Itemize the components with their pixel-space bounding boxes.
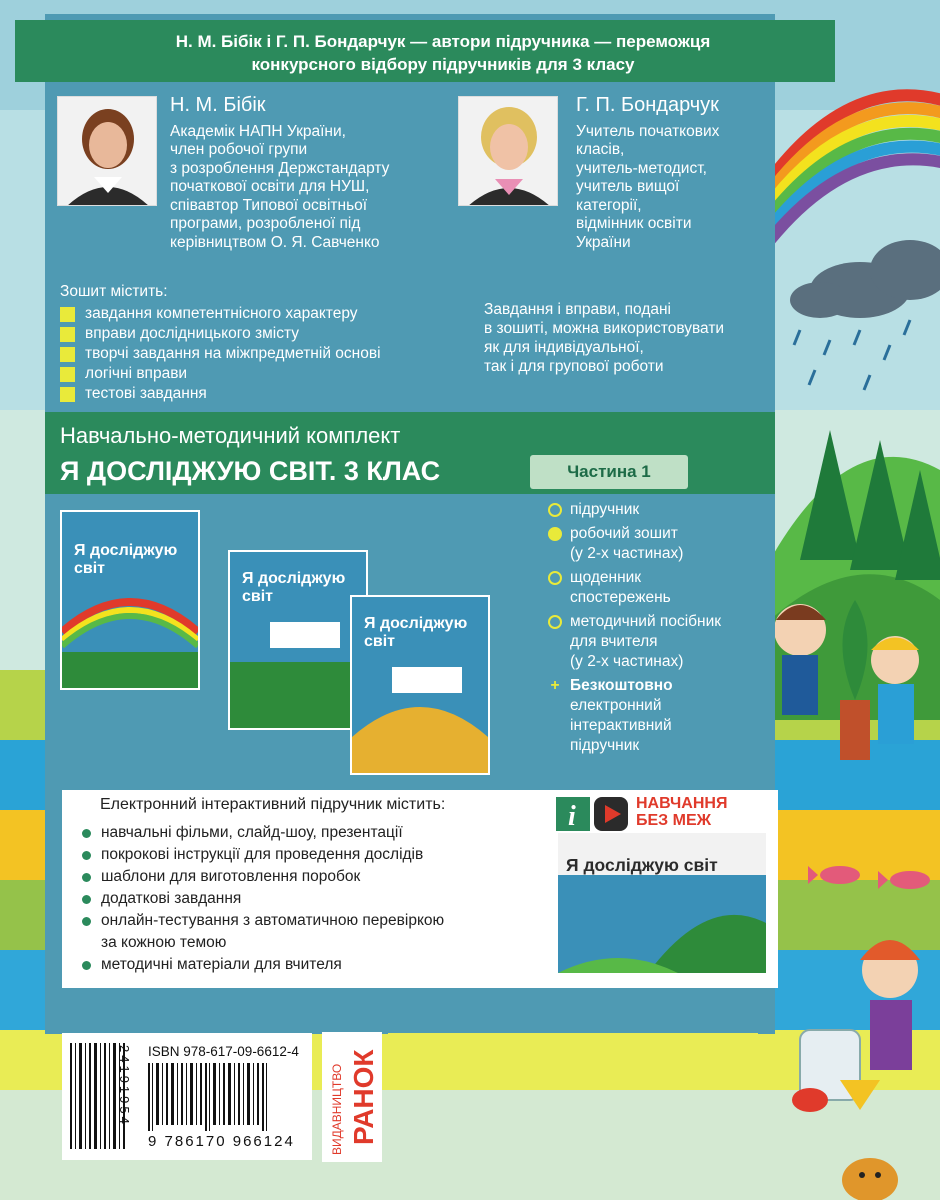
kit-item	[548, 568, 721, 608]
fish-icon	[808, 866, 930, 889]
ebook-title: Я досліджую світ	[566, 855, 718, 875]
bullet-icon	[82, 851, 91, 860]
kit-item-line: інтерактивний	[570, 717, 672, 734]
author-line: з розроблення Держстандарту	[170, 159, 390, 177]
kit-item-line: для вчителя	[570, 633, 658, 650]
list-item	[60, 344, 381, 364]
list-item-label: онлайн-тестування з автоматичною перевіркою	[101, 912, 445, 929]
list-item-label: творчі завдання на міжпредметній основі	[85, 345, 381, 362]
publisher-logo: РАНОК	[348, 1049, 379, 1145]
kit-item-line: підручник	[570, 737, 640, 754]
ean-text: 9 786170 966124	[148, 1133, 295, 1150]
list-item-label: покрокові інструкції для проведення дослідів	[101, 846, 424, 863]
author-photo	[57, 96, 157, 206]
author-line: учитель-методист,	[576, 159, 707, 177]
author-line: керівництвом О. Я. Савченко	[170, 233, 380, 251]
brand-line: НАВЧАННЯ	[636, 795, 728, 812]
list-item-label: тестові завдання	[85, 385, 207, 402]
author-line: Академік НАПН України,	[170, 122, 346, 140]
book-cover-title: Я досліджую світ	[364, 615, 468, 650]
book-cover	[350, 595, 490, 775]
list-item	[82, 910, 444, 954]
book-cover	[60, 510, 200, 690]
brand-line: БЕЗ МЕЖ	[636, 812, 712, 829]
hamster-icon	[842, 1158, 898, 1200]
list-item	[82, 844, 444, 866]
author-info	[576, 96, 719, 252]
header-text	[123, 30, 763, 76]
kit-item-line: (у 2-х частинах)	[570, 653, 684, 670]
part-badge: Частина 1	[530, 455, 688, 489]
list-item	[82, 954, 444, 976]
rain-icon	[794, 320, 910, 390]
kit-item	[548, 612, 721, 672]
bullet-icon	[548, 615, 562, 629]
nature-illustration	[770, 0, 940, 1200]
list-item	[60, 304, 381, 324]
electronic-title: Електронний інтерактивний підручник містить:	[100, 796, 446, 813]
bullet-icon	[82, 917, 91, 926]
bullet-icon	[548, 503, 562, 517]
kit-item-line: електронний	[570, 697, 662, 714]
list-item	[82, 888, 444, 910]
author-line: початкової освіти для НУШ,	[170, 178, 370, 195]
side-code: 24191954	[117, 1045, 132, 1127]
author-line: категорії,	[576, 196, 642, 214]
kit-item-line: методичний посібник	[570, 613, 722, 630]
svg-text:i: i	[568, 801, 576, 832]
kit-item	[548, 524, 721, 564]
bullet-icon	[82, 829, 91, 838]
kit-item-line: спостережень	[570, 589, 671, 606]
kit-item-line: підручник	[570, 501, 640, 518]
header-line: конкурсного відбору підручників для 3 класу	[251, 55, 635, 74]
kit-subtitle: Навчально-методичний комплект	[60, 423, 401, 448]
author-line: програми, розробленої під	[170, 215, 361, 232]
brand-text	[636, 795, 727, 829]
bullet-icon	[82, 961, 91, 970]
plus-icon: +	[550, 677, 560, 694]
note-line: в зошиті, можна використовувати	[484, 320, 725, 337]
kit-items	[548, 500, 721, 760]
author-line: України	[576, 233, 631, 251]
author-info	[170, 96, 389, 252]
girl-icon	[792, 940, 920, 1112]
note-line: як для індивідуальної,	[484, 339, 644, 356]
kit-item-line: щоденник	[570, 569, 642, 586]
header-line: Н. М. Бібік і Г. П. Бондарчук — автори підручника — переможця	[175, 32, 711, 51]
list-item	[82, 866, 444, 888]
kit-item-line: (у 2-х частинах)	[570, 545, 684, 562]
list-item-label: шаблони для виготовлення поробок	[101, 868, 361, 885]
author-line: відмінник освіти	[576, 215, 692, 232]
kit-title: Я ДОСЛІДЖУЮ СВІТ. 3 КЛАС	[60, 456, 441, 486]
author-line: Учитель початкових	[576, 122, 720, 140]
list-item-label: вправи дослідницького змісту	[85, 325, 299, 342]
kit-item	[548, 500, 721, 520]
yellow-bar	[388, 1033, 758, 1075]
list-item-label: завдання компетентнісного характеру	[85, 305, 358, 322]
author-name: Н. М. Бібік	[170, 94, 266, 116]
book-cover	[228, 550, 368, 730]
author-line: учитель вищої	[576, 178, 680, 195]
bullet-icon	[60, 367, 75, 382]
note-line: так і для групової роботи	[484, 358, 664, 375]
usage-note	[484, 300, 724, 376]
book-cover-title: Я досліджую світ	[242, 570, 346, 605]
list-item-label: за кожною темою	[101, 934, 227, 951]
rainbow-icon	[770, 95, 940, 240]
author-photo	[458, 96, 558, 206]
list-item	[60, 364, 381, 384]
author-line: класів,	[576, 141, 625, 158]
bullet-icon	[60, 327, 75, 342]
book-cover-title: Я досліджую світ	[74, 542, 178, 577]
author-name: Г. П. Бондарчук	[576, 94, 719, 116]
electronic-list	[82, 822, 444, 976]
list-item	[60, 384, 381, 404]
list-item	[82, 822, 444, 844]
list-item	[60, 324, 381, 344]
list-item-label: методичні матеріали для вчителя	[101, 956, 342, 973]
cloud-icon	[790, 240, 940, 318]
bullet-icon	[60, 387, 75, 402]
contents-list	[60, 282, 381, 404]
bullet-icon	[82, 895, 91, 904]
note-line: Завдання і вправи, подані	[484, 301, 671, 318]
free-label: Безкоштовно	[570, 677, 673, 694]
kit-item	[548, 676, 721, 756]
isbn-text: ISBN 978-617-09-6612-4	[148, 1044, 299, 1059]
bullet-icon	[60, 307, 75, 322]
bullet-icon	[60, 347, 75, 362]
list-item-label: додаткові завдання	[101, 890, 242, 907]
bullet-icon	[548, 571, 562, 585]
kit-item-line: робочий зошит	[570, 525, 678, 542]
ebook-preview	[558, 833, 766, 973]
author-line: співавтор Типової освітньої	[170, 196, 368, 214]
author-line: член робочої групи	[170, 141, 308, 158]
contents-title: Зошит містить:	[60, 283, 168, 300]
book-covers	[60, 505, 500, 775]
publisher-small: ВИДАВНИЦТВО	[330, 1063, 344, 1155]
bullet-icon	[82, 873, 91, 882]
list-item-label: логічні вправи	[85, 365, 188, 382]
bullet-icon	[548, 527, 562, 541]
tree-icon	[800, 430, 940, 580]
list-item-label: навчальні фільми, слайд-шоу, презентації	[101, 824, 403, 841]
